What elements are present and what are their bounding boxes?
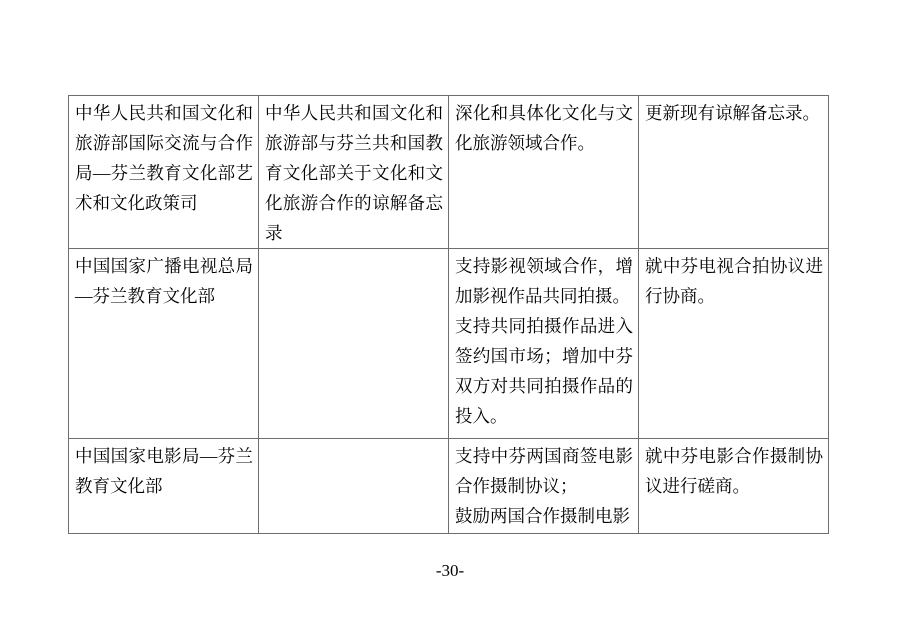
cell-paragraph: 鼓励两国合作摄制电影	[455, 506, 630, 526]
table-cell-action	[639, 249, 829, 439]
table-cell-party	[69, 439, 259, 534]
cell-paragraph: 中华人民共和国文化和旅游部与芬兰共和国教育文化部关于文化和文化旅游合作的谅解备忘录	[265, 103, 443, 243]
table-cell-action	[639, 439, 829, 534]
table-cell-content	[449, 249, 639, 439]
cell-paragraph: 就中芬电视合拍协议进行协商。	[645, 256, 823, 306]
table-cell-party	[69, 96, 259, 249]
table-cell-document	[259, 249, 449, 439]
cell-paragraph: 支持中芬两国商签电影合作摄制协议；	[455, 446, 633, 496]
cell-paragraph: 更新现有谅解备忘录。	[645, 103, 820, 123]
table-row	[69, 439, 829, 534]
cell-paragraph: 中国国家电影局—芬兰教育文化部	[75, 446, 253, 496]
table-row	[69, 96, 829, 249]
table-cell-document	[259, 439, 449, 534]
table-row	[69, 249, 829, 439]
cell-paragraph: 支持共同拍摄作品进入签约国市场；增加中芬双方对共同拍摄作品的投入。	[455, 316, 633, 426]
table-cell-action	[639, 96, 829, 249]
table-cell-content	[449, 96, 639, 249]
cooperation-agreements-table	[68, 95, 829, 534]
cell-paragraph: 中华人民共和国文化和旅游部国际交流与合作局—芬兰教育文化部艺术和文化政策司	[75, 103, 253, 213]
cell-paragraph: 支持影视领域合作，增加影视作品共同拍摄。	[455, 256, 633, 306]
page-number: -30-	[435, 561, 465, 580]
table-cell-document	[259, 96, 449, 249]
table-cell-party	[69, 249, 259, 439]
table-cell-content	[449, 439, 639, 534]
cell-paragraph: 深化和具体化文化与文化旅游领域合作。	[455, 103, 633, 153]
cell-paragraph: 中国国家广播电视总局—芬兰教育文化部	[75, 256, 253, 306]
cell-paragraph: 就中芬电影合作摄制协议进行磋商。	[645, 446, 823, 496]
